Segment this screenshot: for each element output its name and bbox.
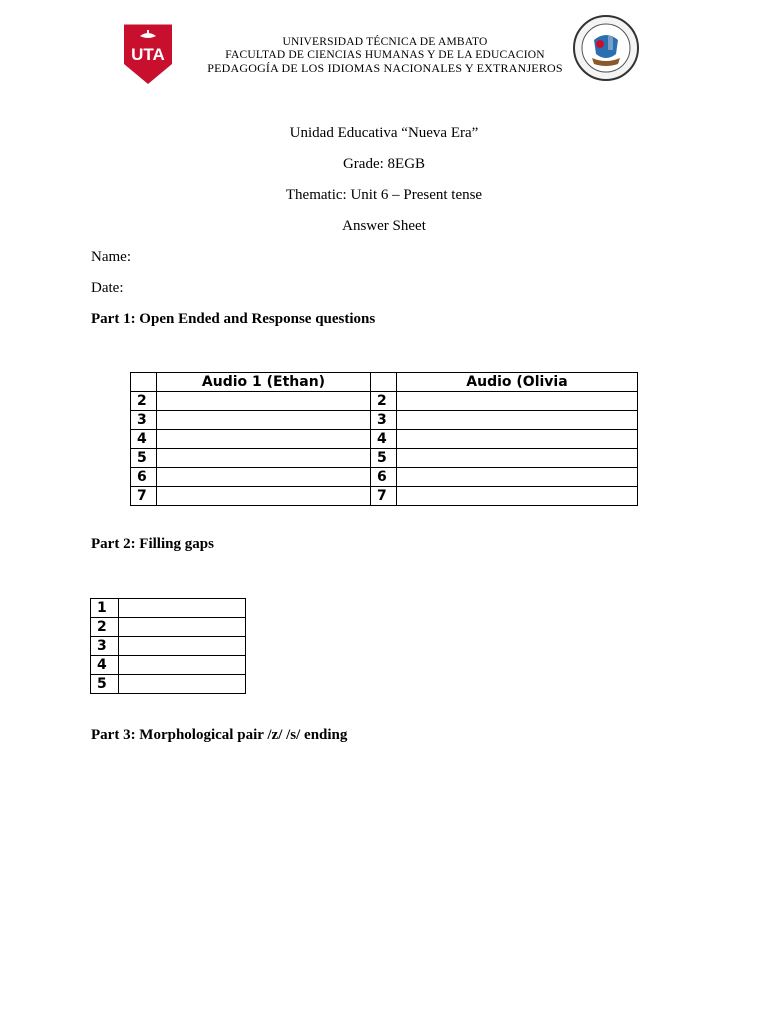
answer-cell[interactable] bbox=[119, 637, 246, 656]
answer-cell[interactable] bbox=[397, 487, 638, 506]
answer-cell[interactable] bbox=[157, 468, 371, 487]
table-row bbox=[91, 637, 246, 656]
row-number: 3 bbox=[91, 637, 119, 656]
row-number: 6 bbox=[371, 468, 397, 487]
answer-cell[interactable] bbox=[397, 468, 638, 487]
answer-cell[interactable] bbox=[397, 392, 638, 411]
table-row bbox=[131, 411, 638, 430]
answer-cell[interactable] bbox=[157, 392, 371, 411]
table-header-cell bbox=[371, 373, 397, 392]
row-number: 1 bbox=[91, 599, 119, 618]
name-label: Name: bbox=[91, 249, 131, 265]
table-row bbox=[131, 487, 638, 506]
table-row bbox=[91, 675, 246, 694]
part2-answer-table bbox=[90, 598, 246, 694]
answer-cell[interactable] bbox=[119, 675, 246, 694]
table-row bbox=[91, 656, 246, 675]
thematic-line: Thematic: Unit 6 – Present tense bbox=[285, 187, 483, 203]
answer-cell[interactable] bbox=[119, 656, 246, 675]
row-number: 3 bbox=[371, 411, 397, 430]
answer-cell[interactable] bbox=[157, 411, 371, 430]
row-number: 2 bbox=[131, 392, 157, 411]
audio1-header: Audio 1 (Ethan) bbox=[157, 373, 371, 392]
row-number: 4 bbox=[91, 656, 119, 675]
school-name: Unidad Educativa “Nueva Era” bbox=[289, 125, 479, 141]
row-number: 5 bbox=[131, 449, 157, 468]
answer-cell[interactable] bbox=[397, 411, 638, 430]
row-number: 3 bbox=[131, 411, 157, 430]
date-label: Date: bbox=[91, 280, 124, 296]
row-number: 4 bbox=[131, 430, 157, 449]
answer-cell[interactable] bbox=[397, 449, 638, 468]
row-number: 5 bbox=[371, 449, 397, 468]
university-heading bbox=[200, 36, 570, 75]
row-number: 2 bbox=[371, 392, 397, 411]
row-number: 2 bbox=[91, 618, 119, 637]
answer-cell[interactable] bbox=[157, 430, 371, 449]
answer-cell[interactable] bbox=[157, 449, 371, 468]
table-row bbox=[131, 392, 638, 411]
part3-title: Part 3: Morphological pair /z/ /s/ ending bbox=[91, 727, 348, 743]
audio2-header: Audio (Olivia bbox=[397, 373, 638, 392]
table-row bbox=[131, 430, 638, 449]
program-name: PEDAGOGÍA DE LOS IDIOMAS NACIONALES Y EXTRANJEROS bbox=[207, 61, 563, 75]
row-number: 7 bbox=[131, 487, 157, 506]
grade-line: Grade: 8EGB bbox=[342, 156, 426, 172]
row-number: 5 bbox=[91, 675, 119, 694]
table-row bbox=[91, 599, 246, 618]
answer-cell[interactable] bbox=[157, 487, 371, 506]
answer-cell[interactable] bbox=[119, 618, 246, 637]
university-seal bbox=[572, 14, 640, 82]
part1-title: Part 1: Open Ended and Response questions bbox=[91, 311, 376, 327]
table-row bbox=[131, 468, 638, 487]
uta-logo-text: UTA bbox=[131, 45, 165, 64]
table-row bbox=[91, 618, 246, 637]
table-header-cell bbox=[131, 373, 157, 392]
row-number: 6 bbox=[131, 468, 157, 487]
table-header-row bbox=[131, 373, 638, 392]
table-row bbox=[131, 449, 638, 468]
sheet-title: Answer Sheet bbox=[342, 218, 426, 234]
answer-cell[interactable] bbox=[119, 599, 246, 618]
answer-cell[interactable] bbox=[397, 430, 638, 449]
uta-logo bbox=[122, 20, 174, 86]
faculty-name: FACULTAD DE CIENCIAS HUMANAS Y DE LA EDUCACION bbox=[225, 49, 545, 61]
row-number: 7 bbox=[371, 487, 397, 506]
part1-answer-table bbox=[130, 372, 638, 506]
university-name: UNIVERSIDAD TÉCNICA DE AMBATO bbox=[282, 36, 488, 48]
part2-title: Part 2: Filling gaps bbox=[91, 536, 214, 552]
row-number: 4 bbox=[371, 430, 397, 449]
document-header bbox=[0, 14, 768, 90]
